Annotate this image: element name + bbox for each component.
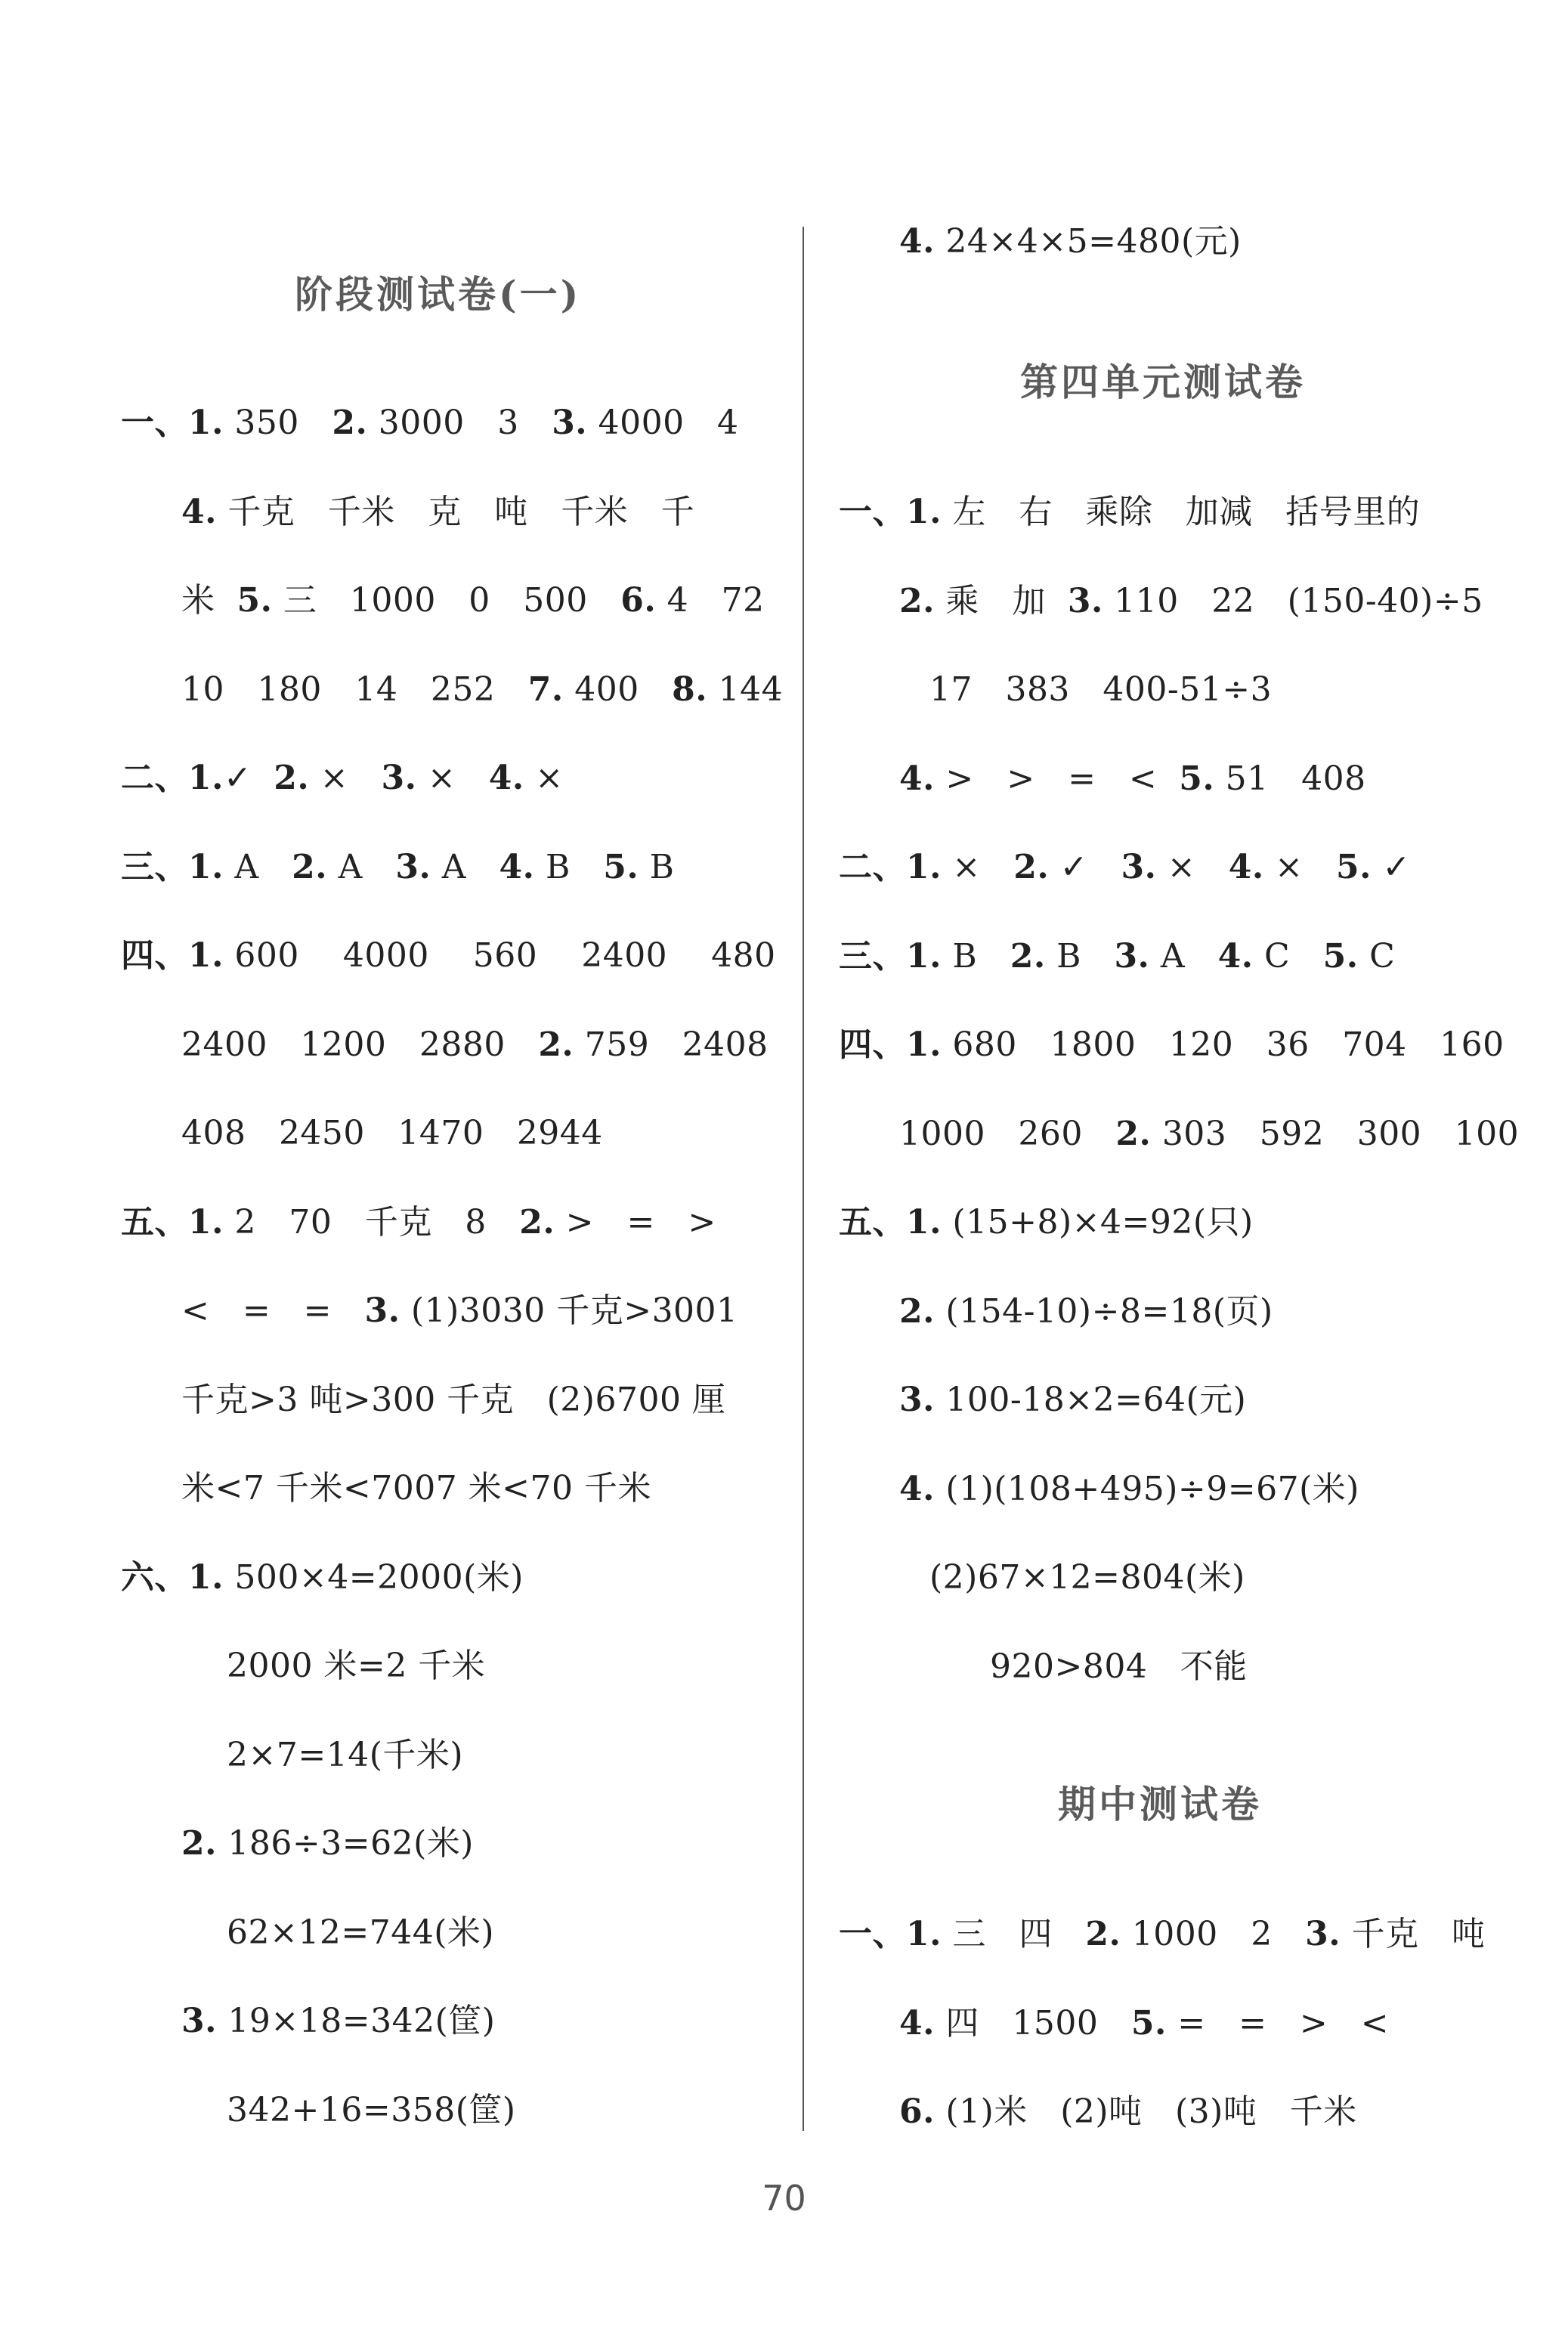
question-number: 3. bbox=[364, 1291, 401, 1330]
question-number: 4. bbox=[1217, 937, 1254, 976]
question-number: 4. bbox=[1228, 848, 1264, 886]
question-number: 6. bbox=[620, 581, 657, 620]
answer-text: 四 1500 bbox=[934, 2004, 1131, 2043]
answer-text: 2000 米=2 千米 bbox=[227, 1647, 486, 1685]
right-line bbox=[899, 579, 1483, 624]
left-line bbox=[181, 1111, 603, 1156]
answer-text: 3000 3 bbox=[367, 404, 552, 442]
left-line bbox=[121, 845, 675, 890]
question-number: 3. bbox=[1114, 937, 1150, 976]
answer-text: 680 1800 120 36 704 160 bbox=[941, 1025, 1505, 1064]
answer-text: 米 bbox=[181, 581, 237, 620]
right-line bbox=[899, 1378, 1246, 1423]
answer-text: (1)3030 千克>3001 bbox=[400, 1291, 738, 1330]
answer-text: (1)(108+495)÷9=67(米) bbox=[934, 1470, 1359, 1508]
answer-text: 19×18=342(筐) bbox=[216, 2002, 496, 2040]
question-number: 二、1. bbox=[121, 759, 224, 797]
answer-text: 350 bbox=[223, 404, 332, 442]
left-line bbox=[181, 1821, 474, 1866]
answer-text: ✓ bbox=[1049, 848, 1121, 886]
question-number: 5. bbox=[1179, 759, 1215, 798]
answer-text: B bbox=[941, 937, 1010, 976]
question-number: 五、1. bbox=[121, 1203, 224, 1242]
question-number: 4. bbox=[899, 2004, 935, 2043]
right-line bbox=[839, 1200, 1254, 1245]
right-line bbox=[899, 1467, 1359, 1512]
question-number: 5. bbox=[237, 581, 273, 620]
right-line bbox=[839, 1022, 1505, 1068]
answer-text: A bbox=[431, 848, 499, 886]
answer-text: B bbox=[1045, 937, 1115, 976]
question-number: 5. bbox=[603, 848, 639, 886]
answer-text: 1000 2 bbox=[1121, 1915, 1306, 1953]
answer-text: C bbox=[1253, 937, 1323, 976]
question-number: 二、1. bbox=[839, 848, 942, 886]
right-line bbox=[839, 1912, 1486, 1957]
left-line bbox=[181, 1466, 651, 1511]
question-number: 三、1. bbox=[839, 937, 942, 976]
question-number: 2. bbox=[899, 1292, 935, 1331]
answer-text: > = > bbox=[555, 1203, 716, 1242]
question-number: 4. bbox=[488, 759, 524, 797]
question-number: 3. bbox=[1305, 1915, 1341, 1953]
answer-text: × bbox=[524, 759, 564, 797]
answer-text: = = > < bbox=[1166, 2004, 1390, 2043]
question-number: 3. bbox=[181, 2002, 217, 2040]
answer-text: > > = < bbox=[934, 759, 1180, 798]
right-line bbox=[899, 2001, 1389, 2046]
answer-text: 759 2408 bbox=[574, 1025, 769, 1064]
question-number: 四、1. bbox=[121, 936, 224, 975]
question-number: 5. bbox=[1336, 848, 1372, 886]
answer-text: 千克 吨 bbox=[1341, 1915, 1486, 1953]
page-number: 70 bbox=[762, 2178, 806, 2219]
left-line bbox=[181, 1288, 738, 1334]
question-number: 6. bbox=[899, 2092, 935, 2131]
answer-text: 24×4×5=480(元) bbox=[934, 222, 1242, 261]
question-number: 一、1. bbox=[839, 493, 942, 531]
answer-text: (154-10)÷8=18(页) bbox=[934, 1292, 1273, 1331]
answer-text: × bbox=[941, 848, 1014, 886]
right-line bbox=[929, 1555, 1245, 1600]
column-divider bbox=[803, 227, 804, 2131]
answer-text: 2 70 千克 8 bbox=[223, 1203, 520, 1242]
question-number: 4. bbox=[899, 1470, 935, 1508]
answer-text: 144 bbox=[707, 670, 784, 709]
question-number: 2. bbox=[332, 404, 368, 442]
question-number: 三、1. bbox=[121, 848, 224, 886]
answer-text: 千克 千米 克 吨 千米 千 bbox=[216, 493, 695, 531]
answer-text: ✓ bbox=[1371, 848, 1411, 886]
answer-text: 三 四 bbox=[941, 1915, 1086, 1953]
answer-text: 100-18×2=64(元) bbox=[934, 1381, 1247, 1419]
section-heading-stage-test-1: 阶段测试卷(一) bbox=[295, 272, 582, 317]
answer-text: B bbox=[534, 848, 604, 886]
question-number: 2. bbox=[292, 848, 328, 886]
left-line bbox=[121, 756, 564, 801]
answer-text: × bbox=[1263, 848, 1336, 886]
question-number: 2. bbox=[1115, 1115, 1152, 1153]
right-line bbox=[899, 219, 1242, 264]
question-number: 7. bbox=[527, 670, 564, 709]
answer-text: 4000 4 bbox=[587, 404, 739, 442]
answer-text: (1)米 (2)吨 (3)吨 千米 bbox=[934, 2092, 1357, 2131]
section-heading-unit-4-test: 第四单元测试卷 bbox=[1020, 360, 1306, 404]
question-number: 3. bbox=[552, 404, 588, 442]
question-number: 六、1. bbox=[121, 1558, 224, 1597]
answer-text: (15+8)×4=92(只) bbox=[941, 1203, 1254, 1242]
answer-text: ✓ bbox=[223, 759, 274, 797]
right-line bbox=[899, 1112, 1519, 1157]
answer-text: < = = bbox=[181, 1291, 365, 1330]
left-line bbox=[121, 933, 776, 979]
answer-text: 17 383 400-51÷3 bbox=[929, 670, 1273, 709]
right-line bbox=[839, 934, 1395, 979]
left-line bbox=[227, 1910, 494, 1956]
right-line bbox=[839, 490, 1420, 535]
left-line bbox=[121, 400, 739, 446]
answer-text: B bbox=[639, 848, 675, 886]
question-number: 4. bbox=[499, 848, 535, 886]
answer-text: 三 1000 0 500 bbox=[272, 581, 621, 620]
answer-text: 400 bbox=[563, 670, 673, 709]
answer-text: 110 22 (150-40)÷5 bbox=[1103, 582, 1483, 620]
right-line bbox=[990, 1644, 1248, 1690]
question-number: 五、1. bbox=[839, 1203, 942, 1242]
question-number: 4. bbox=[181, 493, 217, 531]
answer-text: 51 408 bbox=[1214, 759, 1366, 798]
right-line bbox=[899, 2089, 1357, 2135]
answer-text: 4 72 bbox=[656, 581, 765, 620]
question-number: 2. bbox=[1085, 1915, 1121, 1953]
left-line bbox=[227, 1733, 463, 1778]
question-number: 2. bbox=[181, 1824, 217, 1863]
answer-text: 10 180 14 252 bbox=[181, 670, 528, 709]
question-number: 3. bbox=[899, 1381, 935, 1419]
answer-text: 乘 加 bbox=[934, 582, 1068, 620]
left-line bbox=[181, 667, 783, 713]
right-line bbox=[899, 1289, 1273, 1334]
question-number: 4. bbox=[899, 759, 935, 798]
answer-text: 米<7 千米<7007 米<70 千米 bbox=[181, 1469, 652, 1508]
answer-text: A bbox=[223, 848, 292, 886]
question-number: 一、1. bbox=[839, 1915, 942, 1953]
question-number: 3. bbox=[395, 848, 431, 886]
question-number: 3. bbox=[1121, 848, 1157, 886]
answer-text: 1000 260 bbox=[899, 1115, 1116, 1153]
question-number: 3. bbox=[1067, 582, 1103, 620]
answer-text: 千克>3 吨>300 千克 (2)6700 厘 bbox=[181, 1381, 726, 1419]
left-line bbox=[181, 1378, 725, 1423]
answer-text: 303 592 300 100 bbox=[1151, 1115, 1520, 1153]
question-number: 2. bbox=[1010, 937, 1046, 976]
answer-text: 左 右 乘除 加减 括号里的 bbox=[941, 493, 1421, 531]
right-line bbox=[899, 756, 1366, 802]
question-number: 2. bbox=[899, 582, 935, 620]
answer-text: 2400 1200 2880 bbox=[181, 1025, 539, 1064]
question-number: 3. bbox=[381, 759, 417, 797]
left-line bbox=[121, 1555, 524, 1600]
left-line bbox=[181, 1022, 769, 1068]
question-number: 5. bbox=[1130, 2004, 1167, 2043]
answer-text: (2)67×12=804(米) bbox=[929, 1558, 1245, 1597]
answer-text: A bbox=[327, 848, 396, 886]
question-number: 4. bbox=[899, 222, 935, 261]
answer-text: 408 2450 1470 2944 bbox=[181, 1114, 603, 1152]
left-line bbox=[121, 1200, 716, 1245]
right-line bbox=[929, 667, 1272, 713]
question-number: 2. bbox=[538, 1025, 574, 1064]
right-line bbox=[839, 845, 1411, 890]
question-number: 四、1. bbox=[839, 1025, 942, 1064]
question-number: 2. bbox=[274, 759, 310, 797]
left-line bbox=[227, 1644, 485, 1689]
left-line bbox=[227, 2088, 516, 2133]
question-number: 5. bbox=[1322, 937, 1359, 976]
answer-text: × bbox=[309, 759, 382, 797]
answer-text: × bbox=[416, 759, 489, 797]
answer-text: 2×7=14(千米) bbox=[227, 1736, 464, 1774]
answer-text: 600 4000 560 2400 480 bbox=[223, 936, 776, 975]
section-heading-midterm-test: 期中测试卷 bbox=[1058, 1782, 1262, 1826]
left-line bbox=[181, 578, 765, 623]
answer-text: 62×12=744(米) bbox=[227, 1913, 495, 1952]
answer-text: C bbox=[1358, 937, 1396, 976]
left-line bbox=[181, 490, 694, 535]
question-number: 一、1. bbox=[121, 404, 224, 442]
answer-text: 500×4=2000(米) bbox=[223, 1558, 524, 1597]
answer-text: × bbox=[1156, 848, 1229, 886]
left-line bbox=[181, 1999, 495, 2044]
answer-text: A bbox=[1149, 937, 1218, 976]
question-number: 2. bbox=[1013, 848, 1050, 886]
answer-text: 342+16=358(筐) bbox=[227, 2091, 516, 2129]
answer-text: 920>804 不能 bbox=[990, 1647, 1248, 1686]
question-number: 8. bbox=[672, 670, 708, 709]
answer-text: 186÷3=62(米) bbox=[216, 1824, 474, 1863]
question-number: 2. bbox=[519, 1203, 555, 1242]
